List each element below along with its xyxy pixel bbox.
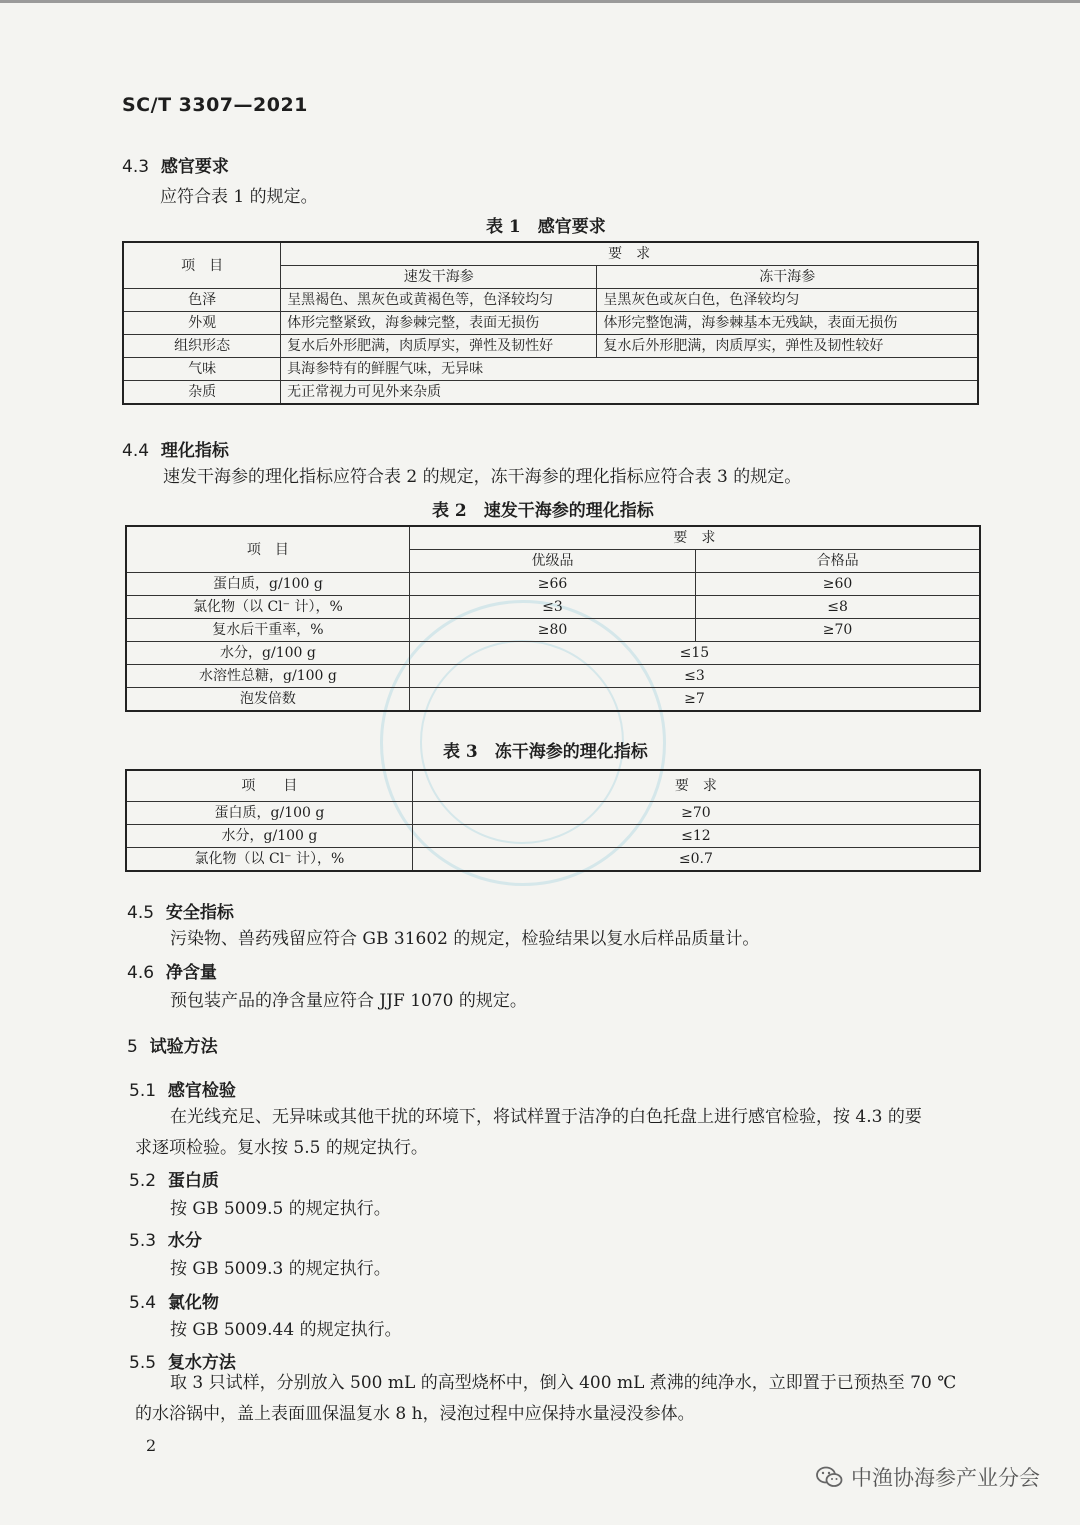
- table-cell: ≤8: [696, 596, 980, 619]
- table-cell: 水分，g/100 g: [126, 825, 412, 848]
- table-row: [123, 335, 978, 358]
- section-4-3-heading: [122, 152, 229, 177]
- table-cell: 组织形态: [123, 335, 281, 358]
- section-title: 氯化物: [167, 1293, 219, 1313]
- table-cell: 杂质: [123, 381, 281, 405]
- section-title: 安全指标: [165, 903, 234, 923]
- table-1: [122, 241, 979, 405]
- table-row: [126, 665, 980, 688]
- section-title: 理化指标: [160, 441, 229, 461]
- table-cell: 蛋白质，g/100 g: [126, 573, 409, 596]
- table-cell: 复水后外形肥满，肉质厚实，弹性及韧性较好: [597, 335, 978, 358]
- table-cell: 气味: [123, 358, 281, 381]
- table-cell: 水分，g/100 g: [126, 642, 409, 665]
- table-row: [126, 688, 980, 712]
- table-row: [123, 312, 978, 335]
- section-number: 4.6: [127, 963, 155, 983]
- section-5-2-text: 按 GB 5009.5 的规定执行。: [170, 1199, 391, 1219]
- section-number: 5: [127, 1037, 138, 1057]
- table-cell: 体形完整紧致，海参棘完整，表面无损伤: [281, 312, 597, 335]
- table-3-header-item: 项 目: [126, 770, 412, 802]
- wechat-icon: [815, 1465, 843, 1489]
- table-cell: 氯化物（以 Cl⁻ 计），%: [126, 596, 409, 619]
- table-cell: 氯化物（以 Cl⁻ 计），%: [126, 848, 412, 872]
- table-row: [126, 573, 980, 596]
- section-4-4-heading: [122, 436, 229, 461]
- table-cell: 呈黑褐色、黑灰色或黄褐色等，色泽较均匀: [281, 289, 597, 312]
- table-cell: 泡发倍数: [126, 688, 409, 712]
- table-cell: ≥70: [696, 619, 980, 642]
- table-cell: ≥80: [409, 619, 695, 642]
- table-3: [125, 769, 981, 872]
- table-cell: 体形完整饱满，海参棘基本无残缺，表面无损伤: [597, 312, 978, 335]
- table-3-caption: 表 3 冻干海参的理化指标: [443, 742, 648, 762]
- table-cell: ≥70: [412, 802, 980, 825]
- table-row: [126, 642, 980, 665]
- section-number: 4.4: [122, 441, 150, 461]
- table-2-header-item: 项 目: [126, 526, 409, 573]
- section-number: 5.5: [129, 1353, 157, 1373]
- table-cell: 外观: [123, 312, 281, 335]
- section-5-4-heading: [129, 1288, 219, 1313]
- table-1-header-col1: 速发干海参: [281, 266, 597, 289]
- section-number: 5.3: [129, 1231, 157, 1251]
- table-cell: 蛋白质，g/100 g: [126, 802, 412, 825]
- table-2-header-col1: 优级品: [409, 550, 695, 573]
- table-cell: ≤12: [412, 825, 980, 848]
- section-title: 感官要求: [160, 157, 229, 177]
- page-top-border: [0, 0, 1080, 3]
- table-1-header-item: 项 目: [123, 242, 281, 289]
- table-cell: 具海参特有的鲜腥气味，无异味: [281, 358, 978, 381]
- footer-source[interactable]: [815, 1462, 1040, 1492]
- table-row: [123, 381, 978, 405]
- section-title: 试验方法: [149, 1037, 218, 1057]
- section-title: 水分: [167, 1231, 202, 1251]
- table-1-header-col2: 冻干海参: [597, 266, 978, 289]
- table-row: [126, 825, 980, 848]
- table-cell: 复水后外形肥满，肉质厚实，弹性及韧性好: [281, 335, 597, 358]
- table-row: [126, 848, 980, 872]
- table-row: [123, 289, 978, 312]
- section-number: 5.2: [129, 1171, 157, 1191]
- table-cell: ≥60: [696, 573, 980, 596]
- footer-source-text: 中渔协海参产业分会: [851, 1466, 1040, 1490]
- section-5-1-text-line2: 求逐项检验。复水按 5.5 的规定执行。: [135, 1138, 428, 1158]
- table-cell: ≥66: [409, 573, 695, 596]
- section-4-3-text: 应符合表 1 的规定。: [160, 187, 318, 207]
- table-cell: 复水后干重率，%: [126, 619, 409, 642]
- table-cell: ≥7: [409, 688, 980, 712]
- section-5-3-text: 按 GB 5009.3 的规定执行。: [170, 1259, 391, 1279]
- page-number: 2: [146, 1436, 157, 1455]
- table-cell: ≤3: [409, 596, 695, 619]
- section-number: 5.4: [129, 1293, 157, 1313]
- section-title: 复水方法: [167, 1353, 236, 1373]
- section-number: 4.3: [122, 157, 150, 177]
- section-5-2-heading: [129, 1166, 219, 1191]
- table-cell: 水溶性总糖，g/100 g: [126, 665, 409, 688]
- section-5-5-text-line2: 的水浴锅中，盖上表面皿保温复水 8 h，浸泡过程中应保持水量浸没参体。: [135, 1404, 695, 1424]
- table-cell: ≤0.7: [412, 848, 980, 872]
- table-2-caption: 表 2 速发干海参的理化指标: [432, 501, 654, 521]
- table-1-header-requirement: 要 求: [281, 242, 978, 266]
- table-cell: 无正常视力可见外来杂质: [281, 381, 978, 405]
- standard-id: SC/T 3307—2021: [122, 94, 308, 116]
- table-1-caption: 表 1 感官要求: [486, 217, 606, 237]
- table-3-header-requirement: 要 求: [412, 770, 980, 802]
- section-4-4-text: 速发干海参的理化指标应符合表 2 的规定，冻干海参的理化指标应符合表 3 的规定。: [163, 467, 802, 487]
- table-2-header-requirement: 要 求: [409, 526, 980, 550]
- section-5-heading: [127, 1032, 218, 1057]
- section-title: 净含量: [165, 963, 217, 983]
- section-4-6-heading: [127, 958, 217, 983]
- table-row: [126, 802, 980, 825]
- table-row: [126, 596, 980, 619]
- section-5-1-text-line1: 在光线充足、无异味或其他干扰的环境下，将试样置于洁净的白色托盘上进行感官检验，按 4.3 的要: [170, 1107, 922, 1127]
- section-5-3-heading: [129, 1226, 202, 1251]
- section-5-5-text-line1: 取 3 只试样，分别放入 500 mL 的高型烧杯中，倒入 400 mL 煮沸的纯净水，立即置于已预热至 70 ℃: [170, 1373, 957, 1393]
- section-4-6-text: 预包装产品的净含量应符合 JJF 1070 的规定。: [170, 991, 527, 1011]
- table-row: [126, 619, 980, 642]
- table-cell: 色泽: [123, 289, 281, 312]
- section-4-5-heading: [127, 898, 234, 923]
- section-5-1-heading: [129, 1076, 236, 1101]
- section-4-5-text: 污染物、兽药残留应符合 GB 31602 的规定，检验结果以复水后样品质量计。: [170, 929, 760, 949]
- table-2-header-col2: 合格品: [696, 550, 980, 573]
- table-cell: 呈黑灰色或灰白色，色泽较均匀: [597, 289, 978, 312]
- section-5-4-text: 按 GB 5009.44 的规定执行。: [170, 1320, 402, 1340]
- section-number: 4.5: [127, 903, 155, 923]
- section-number: 5.1: [129, 1081, 157, 1101]
- table-cell: ≤15: [409, 642, 980, 665]
- section-title: 感官检验: [167, 1081, 236, 1101]
- section-title: 蛋白质: [167, 1171, 219, 1191]
- table-cell: ≤3: [409, 665, 980, 688]
- table-row: [123, 358, 978, 381]
- table-2: [125, 525, 981, 712]
